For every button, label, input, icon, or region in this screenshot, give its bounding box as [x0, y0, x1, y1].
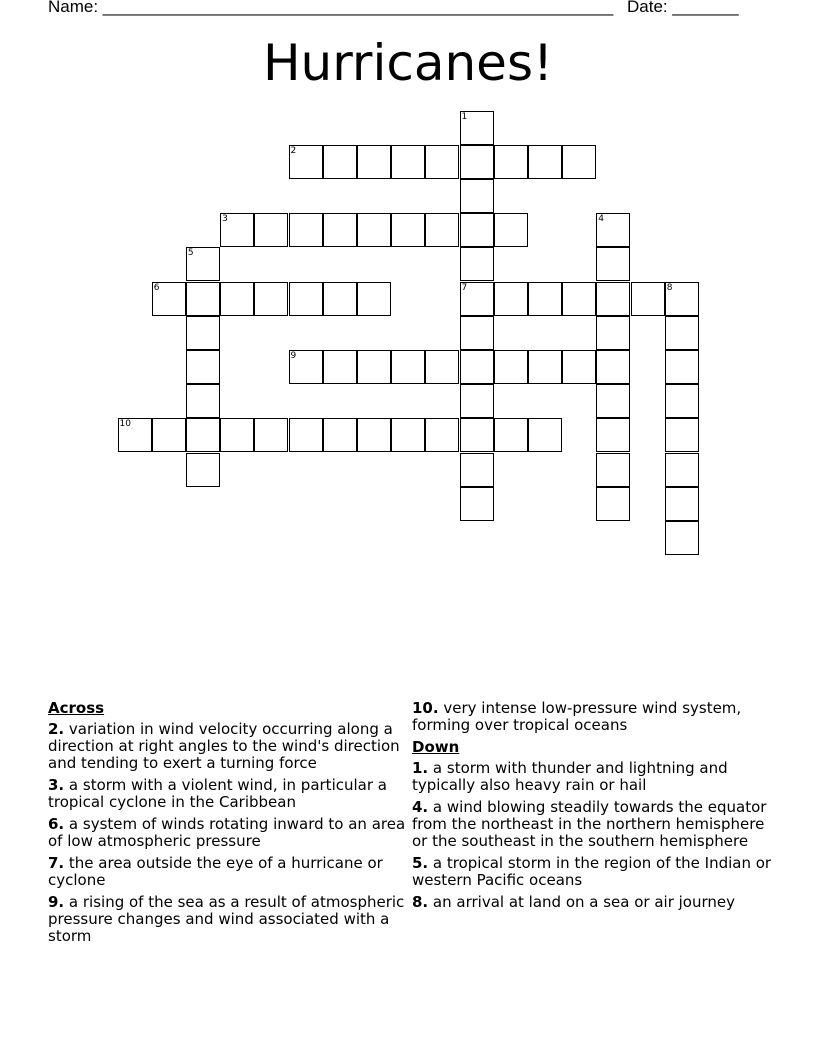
grid-cell[interactable] — [186, 384, 220, 418]
grid-cell[interactable] — [186, 453, 220, 487]
clue-number: 4. — [412, 798, 429, 816]
grid-cell[interactable] — [562, 145, 596, 179]
grid-cell[interactable] — [391, 350, 425, 384]
grid-cell[interactable] — [596, 247, 630, 281]
grid-cell[interactable] — [494, 282, 528, 316]
cell-number: 10 — [119, 419, 131, 430]
grid-cell[interactable] — [391, 418, 425, 452]
grid-cell[interactable] — [186, 350, 220, 384]
grid-cell[interactable] — [289, 418, 323, 452]
clue-number: 1. — [412, 759, 429, 777]
across-clue — [412, 700, 772, 734]
grid-cell[interactable] — [220, 213, 254, 247]
grid-cell[interactable] — [152, 282, 186, 316]
grid-cell[interactable] — [460, 145, 494, 179]
grid-cell[interactable] — [494, 145, 528, 179]
grid-cell[interactable] — [220, 418, 254, 452]
grid-cell[interactable] — [323, 350, 357, 384]
grid-cell[interactable] — [596, 282, 630, 316]
grid-cell[interactable] — [186, 282, 220, 316]
grid-cell[interactable] — [665, 453, 699, 487]
grid-cell[interactable] — [425, 145, 459, 179]
grid-cell[interactable] — [323, 282, 357, 316]
grid-cell[interactable] — [528, 145, 562, 179]
clues-column-right — [412, 700, 772, 916]
grid-cell[interactable] — [460, 350, 494, 384]
grid-cell[interactable] — [254, 418, 288, 452]
grid-cell[interactable] — [460, 111, 494, 145]
down-heading: Down — [412, 738, 460, 756]
grid-cell[interactable] — [460, 213, 494, 247]
clue-number: 9. — [48, 893, 65, 911]
grid-cell[interactable] — [596, 384, 630, 418]
grid-cell[interactable] — [596, 487, 630, 521]
clue-number: 2. — [48, 720, 65, 738]
grid-cell[interactable] — [665, 487, 699, 521]
clue-number: 5. — [412, 854, 429, 872]
grid-cell[interactable] — [596, 213, 630, 247]
clue-number: 3. — [48, 776, 65, 794]
clues-column-left — [48, 700, 408, 950]
across-clue — [48, 721, 408, 772]
cell-number: 2 — [290, 145, 297, 156]
grid-cell[interactable] — [289, 282, 323, 316]
down-clue — [412, 760, 772, 794]
grid-cell[interactable] — [425, 418, 459, 452]
clue-number: 8. — [412, 893, 429, 911]
grid-cell[interactable] — [596, 316, 630, 350]
cell-number: 5 — [187, 248, 194, 259]
clue-text: a storm with a violent wind, in particular a tropical cyclone in the Caribbean — [48, 776, 387, 811]
grid-cell[interactable] — [528, 282, 562, 316]
grid-cell[interactable] — [665, 316, 699, 350]
across-clue — [48, 855, 408, 889]
grid-cell[interactable] — [460, 418, 494, 452]
grid-cell[interactable] — [665, 521, 699, 555]
grid-cell[interactable] — [323, 418, 357, 452]
grid-cell[interactable] — [357, 282, 391, 316]
grid-cell[interactable] — [425, 350, 459, 384]
clue-number: 7. — [48, 854, 65, 872]
down-clue — [412, 799, 772, 850]
grid-cell[interactable] — [460, 247, 494, 281]
clue-text: a tropical storm in the region of the Indian or western Pacific oceans — [412, 854, 772, 889]
grid-cell[interactable] — [425, 213, 459, 247]
grid-cell[interactable] — [220, 282, 254, 316]
grid-cell[interactable] — [254, 282, 288, 316]
down-clue — [412, 894, 772, 911]
grid-cell[interactable] — [289, 145, 323, 179]
grid-cell[interactable] — [357, 213, 391, 247]
clue-text: a system of winds rotating inward to an area of low atmospheric pressure — [48, 815, 406, 850]
cell-number: 9 — [290, 350, 297, 361]
clue-text: an arrival at land on a sea or air journey — [432, 893, 736, 911]
clue-text: very intense low-pressure wind system, forming over tropical oceans — [412, 699, 742, 734]
cell-number: 3 — [222, 214, 228, 225]
grid-cell[interactable] — [289, 213, 323, 247]
grid-cell[interactable] — [460, 179, 494, 213]
grid-cell[interactable] — [665, 418, 699, 452]
grid-cell[interactable] — [562, 350, 596, 384]
grid-cell[interactable] — [665, 282, 699, 316]
grid-cell[interactable] — [494, 213, 528, 247]
grid-cell[interactable] — [357, 418, 391, 452]
grid-cell[interactable] — [460, 487, 494, 521]
across-clue — [48, 816, 408, 850]
grid-cell[interactable] — [254, 213, 288, 247]
grid-cell[interactable] — [494, 350, 528, 384]
grid-cell[interactable] — [665, 350, 699, 384]
grid-cell[interactable] — [596, 350, 630, 384]
clue-number: 6. — [48, 815, 65, 833]
grid-cell[interactable] — [460, 453, 494, 487]
cell-number: 8 — [666, 282, 673, 293]
grid-cell[interactable] — [562, 282, 596, 316]
across-clue — [48, 894, 408, 945]
grid-cell[interactable] — [357, 350, 391, 384]
clue-text: a rising of the sea as a result of atmospheric pressure changes and wind associated with a storm — [48, 893, 405, 945]
grid-cell[interactable] — [391, 145, 425, 179]
across-clue — [48, 777, 408, 811]
grid-cell[interactable] — [460, 282, 494, 316]
grid-cell[interactable] — [186, 247, 220, 281]
grid-cell[interactable] — [494, 418, 528, 452]
name-field[interactable]: Name: ______________________________________________________ — [48, 0, 614, 16]
clue-text: a storm with thunder and lightning and typically also heavy rain or hail — [412, 759, 728, 794]
page-title: Hurricanes! — [262, 34, 554, 92]
grid-cell[interactable] — [631, 282, 665, 316]
across-heading: Across — [48, 699, 105, 717]
grid-cell[interactable] — [596, 453, 630, 487]
clue-text: the area outside the eye of a hurricane or cyclone — [48, 854, 383, 889]
grid-cell[interactable] — [460, 316, 494, 350]
grid-cell[interactable] — [152, 418, 186, 452]
cell-number: 7 — [461, 282, 468, 293]
grid-cell[interactable] — [528, 418, 562, 452]
grid-cell[interactable] — [186, 418, 220, 452]
cell-number: 6 — [153, 282, 160, 293]
date-field[interactable]: Date: _______ — [627, 0, 739, 16]
grid-cell[interactable] — [391, 213, 425, 247]
grid-cell[interactable] — [596, 418, 630, 452]
grid-cell[interactable] — [460, 384, 494, 418]
grid-cell[interactable] — [323, 213, 357, 247]
cell-number: 1 — [461, 111, 468, 122]
grid-cell[interactable] — [323, 145, 357, 179]
cell-number: 4 — [598, 214, 605, 225]
clue-text: a wind blowing steadily towards the equator from the northeast in the northern hemisphere or the southeast in the southern hemisphere — [412, 798, 767, 850]
grid-cell[interactable] — [528, 350, 562, 384]
grid-cell[interactable] — [118, 418, 152, 452]
grid-cell[interactable] — [665, 384, 699, 418]
grid-cell[interactable] — [289, 350, 323, 384]
grid-cell[interactable] — [186, 316, 220, 350]
clue-text: variation in wind velocity occurring along a direction at right angles to the wind's direction and tending to exert a turning force — [48, 720, 400, 772]
grid-cell[interactable] — [357, 145, 391, 179]
clue-number: 10. — [412, 699, 439, 717]
down-clue — [412, 855, 772, 889]
